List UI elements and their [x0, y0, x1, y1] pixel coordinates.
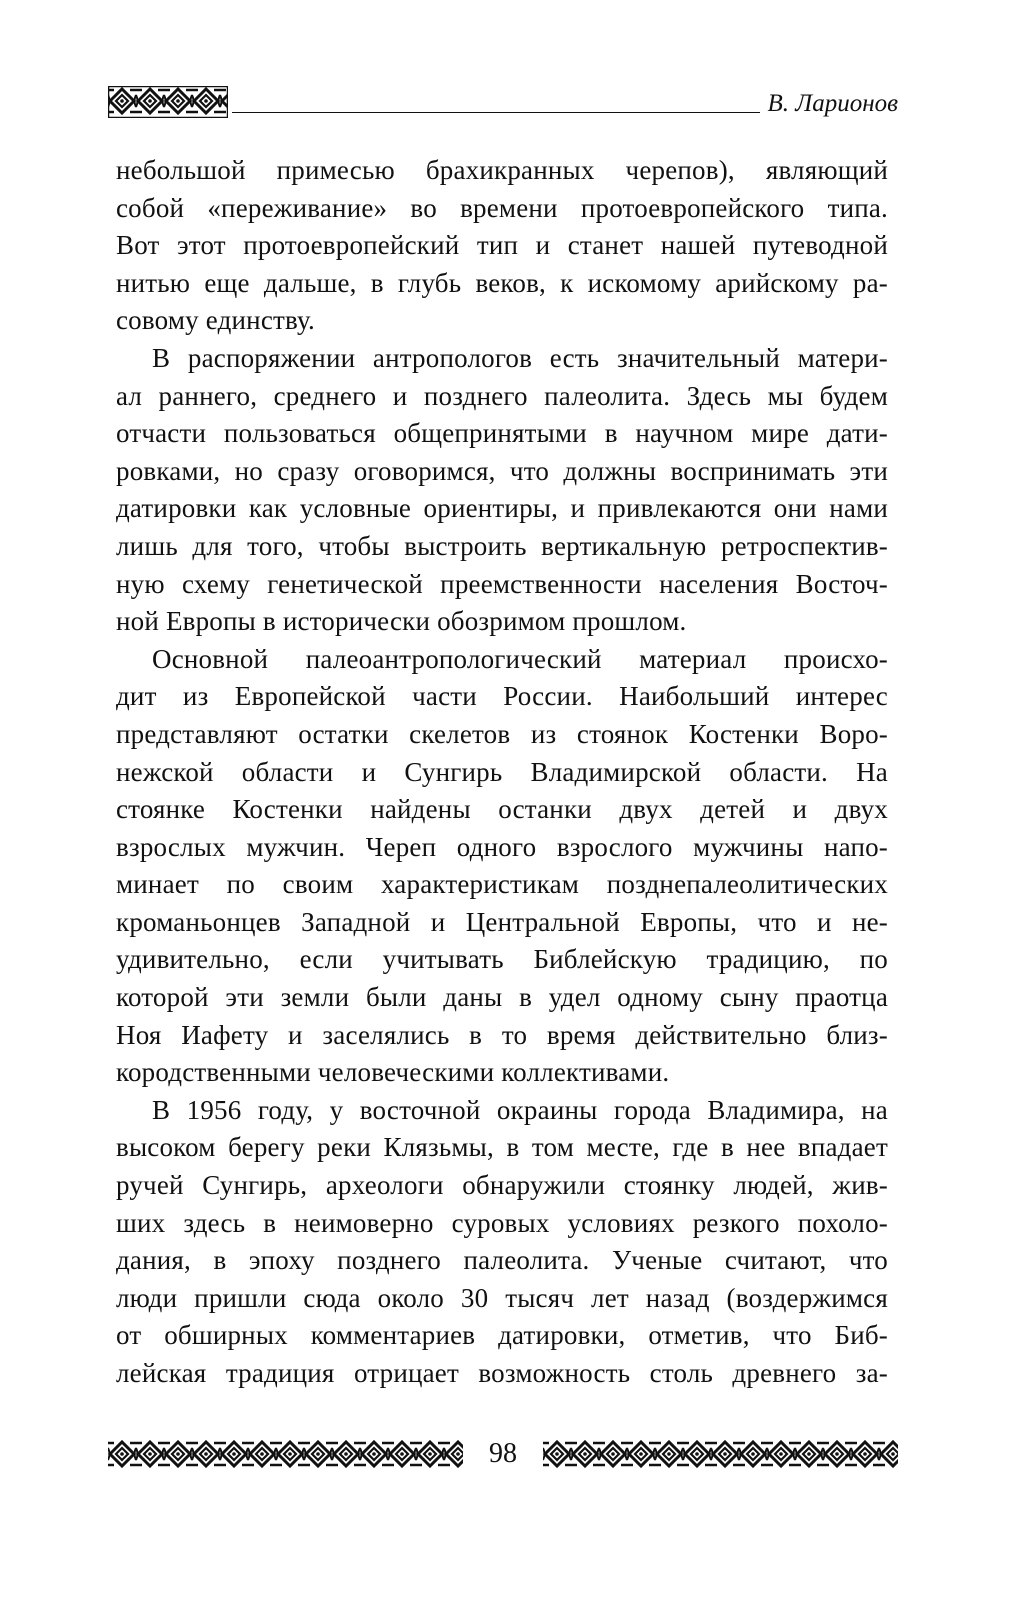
ornament-footer-right-icon [543, 1439, 898, 1469]
text-line: датировки как условные ориентиры, и привлекаются они нами [116, 493, 888, 524]
text-line: В 1956 году, у восточной окраины города Владимира, на [152, 1094, 888, 1125]
text-line: нитью еще дальше, в глубь веков, к искомому арийскому ра- [116, 267, 888, 298]
ornament-header-icon [108, 86, 228, 118]
text-line: дания, в эпоху позднего палеолита. Ученые считают, что [116, 1245, 888, 1276]
text-line: дит из Европейской части России. Наибольший интерес [116, 681, 888, 712]
text-line: кородственными человеческими коллективами. [116, 1057, 670, 1088]
page-number: 98 [489, 1438, 517, 1469]
text-line: минает по своим характеристикам позднепалеолитических [116, 869, 888, 900]
text-line: которой эти земли были даны в удел одному сыну праотца [116, 982, 888, 1013]
text-line: ную схему генетической преемственности населения Восточ- [116, 568, 888, 599]
text-line: лишь для того, чтобы выстроить вертикальную ретроспектив- [116, 530, 888, 561]
page-footer [108, 1434, 898, 1474]
text-line: В распоряжении антропологов есть значительный матери- [152, 342, 888, 373]
text-line: от обширных комментариев датировки, отметив, что Биб- [116, 1320, 888, 1351]
header-rule [232, 112, 760, 113]
text-line: отчасти пользоваться общепринятыми в научном мире дати- [116, 418, 888, 449]
text-line: небольшой примесью брахикранных черепов), являющий [116, 155, 888, 185]
text-line: собой «переживание» во времени протоевропейского типа. [116, 192, 888, 223]
ornament-footer-left-icon [108, 1439, 463, 1469]
text-line: взрослых мужчин. Череп одного взрослого мужчины напо- [116, 831, 888, 862]
body-text [116, 152, 888, 1393]
text-line: Ноя Иафету и заселялись в то время действительно близ- [116, 1019, 888, 1050]
text-line: люди пришли сюда около 30 тысяч лет назад (воздержимся [116, 1282, 888, 1313]
text-line: Вот этот протоевропейский тип и станет нашей путеводной [116, 230, 888, 261]
running-head-author: В. Ларионов [767, 90, 898, 117]
text-line: ной Европы в исторически обозримом прошлом. [116, 606, 687, 637]
text-line: нежской области и Сунгирь Владимирской области. На [116, 756, 888, 787]
text-line: ручей Сунгирь, археологи обнаружили стоянку людей, жив- [116, 1170, 888, 1201]
text-line: совому единству. [116, 305, 315, 336]
text-line: кроманьонцев Западной и Центральной Европы, что и не- [116, 906, 888, 937]
text-line: лейская традиция отрицает возможность столь древнего за- [116, 1358, 888, 1388]
text-line: удивительно, если учитывать Библейскую традицию, по [116, 944, 888, 975]
text-line: высоком берегу реки Клязьмы, в том месте, где в нее впадает [116, 1132, 888, 1163]
text-line: стоянке Костенки найдены останки двух детей и двух [116, 794, 888, 825]
text-line: ал раннего, среднего и позднего палеолита. Здесь мы будем [116, 380, 888, 411]
text-line: ших здесь в неимоверно суровых условиях резкого похоло- [116, 1207, 888, 1238]
text-line: ровками, но сразу оговоримся, что должны воспринимать эти [116, 455, 888, 486]
page-header [108, 78, 898, 118]
text-line: представляют остатки скелетов из стоянок Костенки Воро- [116, 718, 888, 749]
text-line: Основной палеоантропологический материал происхо- [152, 643, 888, 674]
